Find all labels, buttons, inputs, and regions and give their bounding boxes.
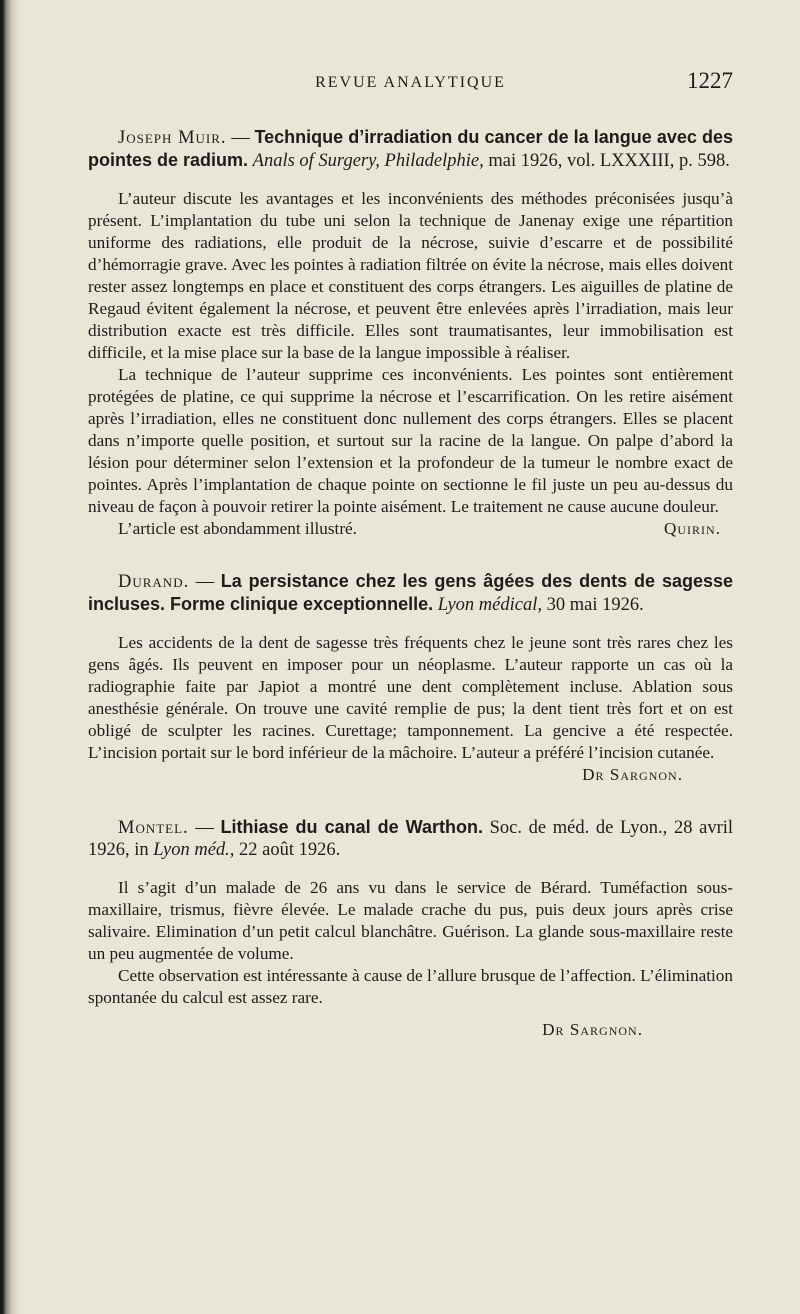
dash: — xyxy=(226,128,255,148)
running-header xyxy=(88,60,733,100)
review-signature: Dr Sargnon. xyxy=(542,1020,643,1039)
review-author: Joseph Muir. xyxy=(118,128,227,148)
review-citation: mai 1926, vol. LXXXIII, p. 598. xyxy=(488,151,730,171)
review-journal: Lyon médical, xyxy=(437,595,542,615)
review-citation: 30 mai 1926. xyxy=(546,595,644,615)
review-montel xyxy=(88,816,733,1041)
review-paragraph: L’auteur discute les avantages et les inconvénients des méthodes préconisées jusqu’à présent. L’implantation du tube uni selon la technique de Janenay exige une répartition uniforme des radiations, elle produit de la nécrose, suivie d’escarre et de possibilité d’hémorragie grave. Avec les pointes à radiation filtrée on évite la nécrose, mais elles doivent rester assez longtemps en place et constituent des corps étrangers. Les aiguilles de platine de Regaud évitent également la nécrose, et peuvent être enlevées après l’irradiation, mais leur distribution exacte est très difficile. Elles sont traumatisantes, leur immobilisation est difficile, et la mise place sur la base de la langue impossible à réaliser. xyxy=(88,189,733,362)
review-heading xyxy=(88,570,733,616)
review-paragraph: La technique de l’auteur supprime ces inconvénients. Les pointes sont entièrement protégées de platine, ce qui supprime la nécrose et l’escarrification. On les retire aisément après l’irradiation, elles ne constituent donc nullement des corps étrangers. Elles se placent dans n’importe quelle position, et surtout sur la racine de la langue. On palpe d’abord la lésion pour déterminer selon l’extension et la profondeur de la tumeur le nombre exact de pointes. Après l’implantation de chaque pointe on sectionne le fil juste un peu au-dessus du niveau de façon à pouvoir retirer la pointe aisément. Le traitement ne cause aucune douleur. xyxy=(88,365,733,516)
review-journal: Lyon méd., xyxy=(153,840,235,860)
review-title: La persistance chez les gens âgées des dents de sagesse incluses. Forme clinique exceptionnelle. xyxy=(88,571,733,614)
review-journal: Anals of Surgery, Philadelphie, xyxy=(252,151,484,171)
page xyxy=(88,60,733,1041)
review-muir xyxy=(88,126,733,540)
review-author: Durand. xyxy=(118,572,190,592)
page-number: 1227 xyxy=(687,68,733,93)
review-durand xyxy=(88,570,733,786)
book-spine-shadow xyxy=(0,0,20,1314)
review-paragraph: Il s’agit d’un malade de 26 ans vu dans le service de Bérard. Tuméfaction sous-maxillaire, trismus, fièvre élevée. Le malade crache du pus, puis deux jours après crise salivaire. Elimination d’un petit calcul blanchâtre. Guérison. La glande sous-maxillaire reste un peu augmentée de volume. xyxy=(88,878,733,963)
review-title: Technique d’irradiation du cancer de la langue avec des pointes de radium. xyxy=(88,127,734,170)
review-citation: 22 août 1926. xyxy=(239,840,341,860)
review-title: Lithiase du canal de Warthon. xyxy=(220,817,483,837)
review-signature: Quirin. xyxy=(663,519,721,538)
closing-line: L’article est abondamment illustré. xyxy=(118,519,357,538)
dash: — xyxy=(189,572,221,592)
review-citation-pre: Soc. de méd. de Lyon., 28 avril 1926, in xyxy=(88,818,734,860)
paragraph-text: Les accidents de la dent de sagesse très fréquents chez le jeune sont très rares chez les gens âgés. Ils peuvent en imposer pour un néoplasme. L’auteur rapporte un cas où la radiographie faite par Japiot a montré une dent complètement incluse. Ablation sous anesthésie générale. On trouve une cavité remplie de pus; la dent tient très fort et on est obligé de sculpter les racines. Curettage; tamponnement. La gencive a été respectée. L’incision portait sur le bord inférieur de la mâchoire. L’auteur a préféré l’incision cutanée. xyxy=(88,633,733,762)
running-title: REVUE ANALYTIQUE xyxy=(315,74,506,91)
review-author: Montel. xyxy=(118,818,189,838)
review-signature-line xyxy=(88,1019,733,1041)
review-paragraph xyxy=(88,632,733,784)
review-heading xyxy=(88,126,733,172)
review-signature: Dr Sargnon. xyxy=(582,765,683,784)
review-paragraph: Cette observation est intéressante à cause de l’allure brusque de l’affection. L’élimination spontanée du calcul est assez rare. xyxy=(88,966,733,1007)
dash: — xyxy=(188,818,221,838)
review-heading xyxy=(88,816,733,861)
review-closing xyxy=(88,518,733,540)
